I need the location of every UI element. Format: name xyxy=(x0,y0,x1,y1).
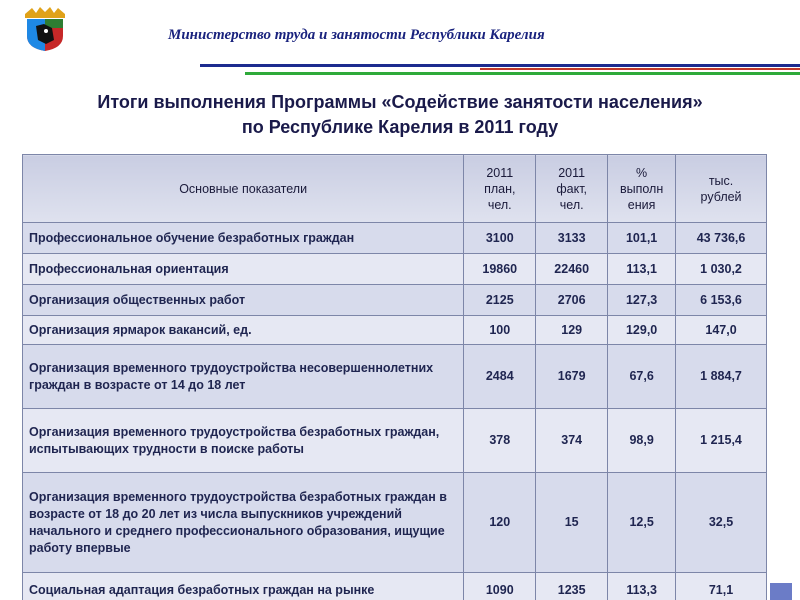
results-table-container xyxy=(22,154,767,600)
row-fact: 15 xyxy=(536,473,608,573)
row-fact: 1235 xyxy=(536,573,608,600)
row-plan: 100 xyxy=(464,316,536,345)
row-plan: 2125 xyxy=(464,285,536,316)
row-plan: 120 xyxy=(464,473,536,573)
row-percent: 101,1 xyxy=(608,223,676,254)
table-row xyxy=(23,345,767,409)
row-percent: 98,9 xyxy=(608,409,676,473)
row-plan: 2484 xyxy=(464,345,536,409)
row-rubles: 1 884,7 xyxy=(676,345,767,409)
row-name: Организация временного трудоустройства несовершеннолетних граждан в возрасте от 14 до 18 лет xyxy=(23,345,464,409)
slide-header xyxy=(0,0,800,75)
row-plan: 1090 xyxy=(464,573,536,600)
table-row xyxy=(23,254,767,285)
row-name: Профессиональное обучение безработных граждан xyxy=(23,223,464,254)
row-fact: 3133 xyxy=(536,223,608,254)
row-rubles: 1 215,4 xyxy=(676,409,767,473)
row-name: Социальная адаптация безработных граждан на рынке xyxy=(23,573,464,600)
results-table xyxy=(22,154,767,600)
row-name: Профессиональная ориентация xyxy=(23,254,464,285)
slide-title-line-2: по Республике Карелия в 2011 году xyxy=(241,117,559,137)
row-percent: 12,5 xyxy=(608,473,676,573)
row-percent: 113,1 xyxy=(608,254,676,285)
table-header-row xyxy=(23,155,767,223)
header-divider-blue xyxy=(200,64,800,67)
header-fact: 2011 факт, чел. xyxy=(536,155,608,223)
table-row xyxy=(23,316,767,345)
row-percent: 113,3 xyxy=(608,573,676,600)
row-plan: 19860 xyxy=(464,254,536,285)
slide-title xyxy=(0,90,800,140)
header-divider-red xyxy=(480,68,800,70)
row-rubles: 43 736,6 xyxy=(676,223,767,254)
row-rubles: 6 153,6 xyxy=(676,285,767,316)
header-plan: 2011 план, чел. xyxy=(464,155,536,223)
row-rubles: 1 030,2 xyxy=(676,254,767,285)
row-rubles: 32,5 xyxy=(676,473,767,573)
ministry-title: Министерство труда и занятости Республики Карелия xyxy=(168,27,545,43)
row-fact: 374 xyxy=(536,409,608,473)
row-fact: 129 xyxy=(536,316,608,345)
row-rubles: 71,1 xyxy=(676,573,767,600)
row-name: Организация временного трудоустройства безработных граждан, испытывающих трудности в поиске работы xyxy=(23,409,464,473)
row-name: Организация ярмарок вакансий, ед. xyxy=(23,316,464,345)
header-rubles: тыс. рублей xyxy=(676,155,767,223)
header-divider-green xyxy=(245,72,800,75)
header-percent: % выполн ения xyxy=(608,155,676,223)
row-percent: 67,6 xyxy=(608,345,676,409)
row-name: Организация общественных работ xyxy=(23,285,464,316)
karelia-coat-of-arms-icon xyxy=(22,6,68,52)
row-fact: 1679 xyxy=(536,345,608,409)
slide-title-line-1: Итоги выполнения Программы «Содействие занятости населения» xyxy=(97,92,703,112)
row-rubles: 147,0 xyxy=(676,316,767,345)
slide-corner-marker xyxy=(770,583,792,600)
table-row xyxy=(23,223,767,254)
header-indicators: Основные показатели xyxy=(23,155,464,223)
row-name: Организация временного трудоустройства безработных граждан в возрасте от 18 до 20 лет из числа выпускников учреждений начального и среднего профессионального образования, ищущие работу впервые xyxy=(23,473,464,573)
row-fact: 2706 xyxy=(536,285,608,316)
row-fact: 22460 xyxy=(536,254,608,285)
table-row xyxy=(23,285,767,316)
table-row xyxy=(23,473,767,573)
table-row xyxy=(23,409,767,473)
row-percent: 129,0 xyxy=(608,316,676,345)
row-percent: 127,3 xyxy=(608,285,676,316)
row-plan: 3100 xyxy=(464,223,536,254)
row-plan: 378 xyxy=(464,409,536,473)
table-row xyxy=(23,573,767,600)
